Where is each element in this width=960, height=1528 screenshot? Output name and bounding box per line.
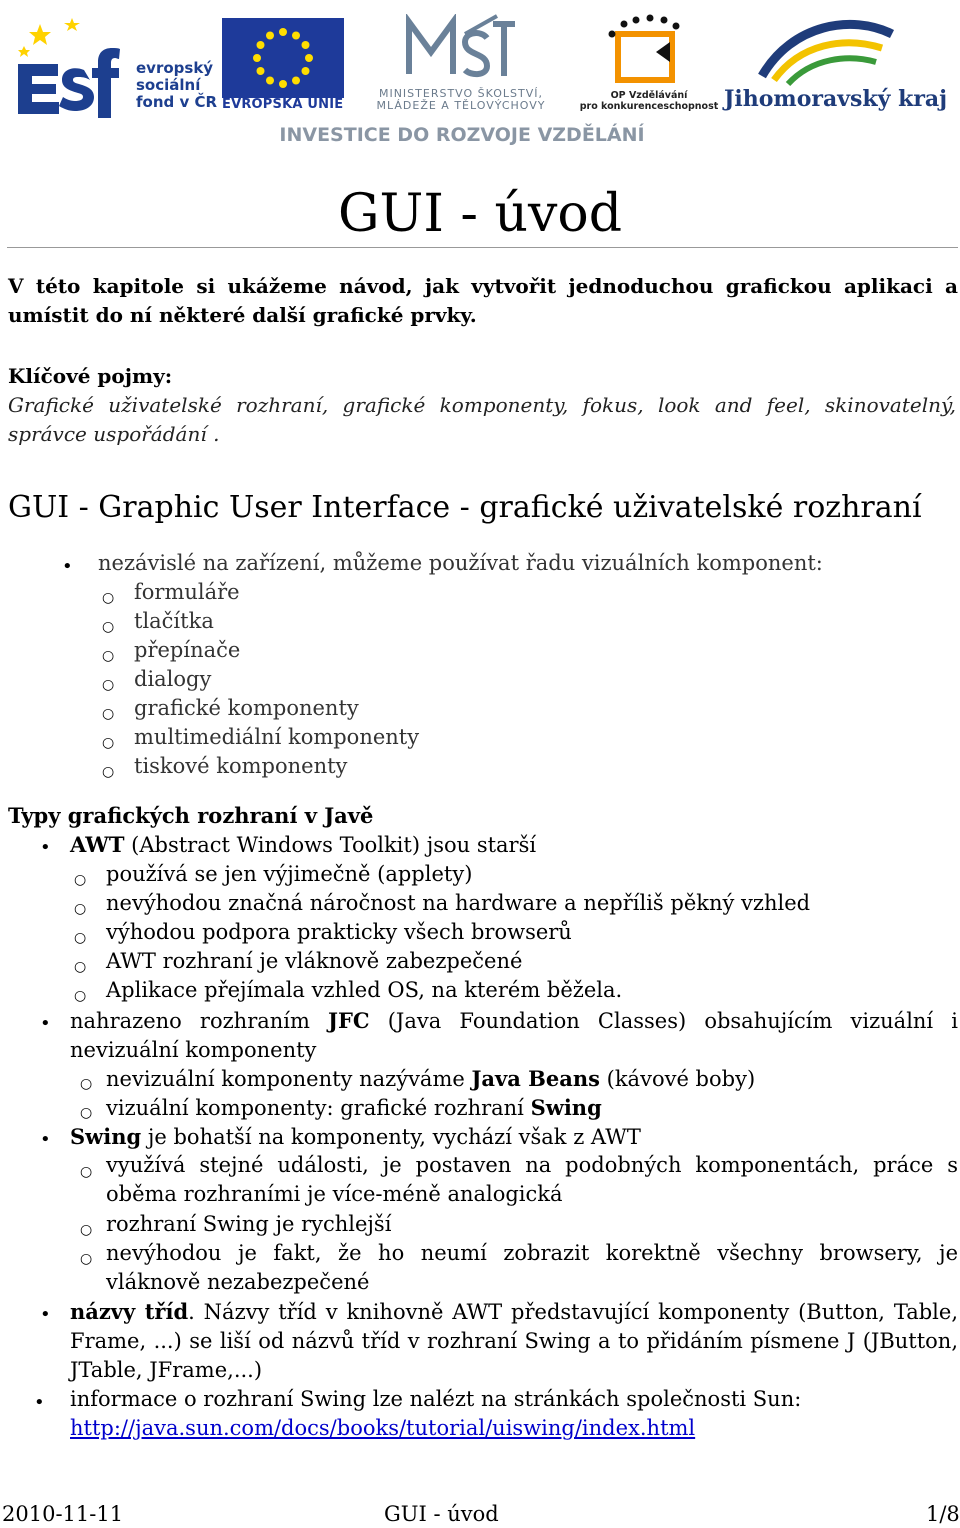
list-item-awt: AWT (Abstract Windows Toolkit) jsou starší [70, 832, 537, 857]
sub-bullet-circle: ○ [74, 901, 87, 917]
sub-bullet-circle: ○ [80, 1164, 93, 1180]
keywords-text: Grafické uživatelské rozhraní, grafické komponenty, fokus, look and feel, skinovatelný, správce uspořádání . [8, 393, 956, 446]
list-item: multimediální komponenty [134, 725, 420, 749]
list-item: nezávislé na zařízení, můžeme používat řadu vizuálních komponent: [98, 551, 823, 575]
sub-bullet-circle: ○ [74, 959, 87, 975]
esf-logo [14, 18, 134, 118]
section-heading: GUI - Graphic User Interface - grafické uživatelské rozhraní [8, 490, 922, 525]
sub-bullet-circle: ○ [74, 872, 87, 888]
list-item: rozhraní Swing je rychlejší [106, 1212, 392, 1236]
keywords-label: Klíčové pojmy: [8, 364, 173, 388]
sub-bullet-circle: ○ [74, 930, 87, 946]
sub-bullet-circle: ○ [80, 1251, 93, 1267]
sub-bullet-circle: ○ [102, 590, 115, 606]
types-heading: Typy grafických rozhraní v Javě [8, 803, 374, 828]
eu-flag [222, 18, 344, 98]
list-item-class-names: názvy tříd. Názvy tříd v knihovně AWT představující komponenty (Button, Table, Frame, ...) se liší od názvů tříd v rozhraní Swing a to přidáním písmene J (JButton, JTable, JFrame,...) [70, 1299, 958, 1383]
sub-bullet-circle: ○ [80, 1076, 93, 1092]
msmt-logo-text: MINISTERSTVO ŠKOLSTVÍ, MLÁDEŽE A TĚLOVÝCHOVY [376, 87, 546, 112]
list-item-info: informace o rozhraní Swing lze nalézt na stránkách společnosti Sun: [70, 1387, 802, 1411]
sub-bullet-circle: ○ [80, 1222, 93, 1238]
list-item: tlačítka [134, 609, 214, 633]
investice-caption: INVESTICE DO ROZVOJE VZDĚLÁNÍ [279, 124, 645, 146]
list-item: dialogy [134, 667, 212, 691]
list-item: výhodou podpora prakticky všech browserů [106, 920, 572, 944]
bullet-dot: • [62, 556, 73, 577]
list-item: formuláře [134, 580, 240, 604]
bullet-dot: • [40, 1304, 51, 1325]
eu-logo-text: EVROPSKÁ UNIE [222, 97, 344, 112]
bullet-dot: • [34, 1392, 45, 1413]
list-item-swing-sub: vizuální komponenty: grafické rozhraní Swing [106, 1095, 602, 1120]
page-title: GUI - úvod [338, 184, 622, 244]
swing-tutorial-link[interactable]: http://java.sun.com/docs/books/tutorial/uiswing/index.html [70, 1416, 696, 1440]
intro-paragraph: V této kapitole si ukážeme návod, jak vytvořit jednoduchou grafickou aplikaci a umístit do ní některé další grafické prvky. [8, 274, 958, 327]
footer-date: 2010-11-11 [2, 1502, 124, 1526]
msmt-logo [405, 14, 517, 84]
list-item: využívá stejné události, je postaven na podobných komponentách, práce s oběma rozhraními je více-méně analogická [106, 1153, 958, 1207]
sub-bullet-circle: ○ [80, 1105, 93, 1121]
list-item: používá se jen výjimečně (applety) [106, 862, 473, 886]
sub-bullet-circle: ○ [102, 619, 115, 635]
list-item-jfc: nahrazeno rozhraním JFC (Java Foundation Classes) obsahujícím vizuální i nevizuální komponenty [70, 1008, 959, 1063]
sub-bullet-circle: ○ [102, 735, 115, 751]
sub-bullet-circle: ○ [102, 677, 115, 693]
title-rule [7, 247, 958, 248]
footer-title: GUI - úvod [384, 1502, 499, 1526]
sub-bullet-circle: ○ [74, 988, 87, 1004]
list-item: grafické komponenty [134, 696, 359, 720]
jihomoravsky-kraj-logo [752, 14, 902, 94]
list-item-beans: nevizuální komponenty nazýváme Java Beans (kávové boby) [106, 1066, 756, 1091]
bullet-dot: • [40, 1129, 51, 1150]
esf-logo-text: evropský sociální fond v ČR [136, 59, 218, 111]
list-item-swing: Swing je bohatší na komponenty, vychází však z AWT [70, 1124, 641, 1149]
bullet-dot: • [40, 1013, 51, 1034]
sub-bullet-circle: ○ [102, 764, 115, 780]
op-logo [604, 14, 690, 94]
list-item: AWT rozhraní je vláknově zabezpečené [106, 949, 523, 973]
bullet-dot: • [40, 837, 51, 858]
sub-bullet-circle: ○ [102, 648, 115, 664]
sub-bullet-circle: ○ [102, 706, 115, 722]
list-item: nevýhodou značná náročnost na hardware a nepříliš pěkný vzhled [106, 891, 811, 915]
jihomoravsky-kraj-text: Jihomoravský kraj [724, 86, 948, 112]
list-item: Aplikace přejímala vzhled OS, na kterém běžela. [106, 978, 623, 1002]
list-item: nevýhodou je fakt, že ho neumí zobrazit korektně všechny browsery, je vláknově nezabezpečené [106, 1241, 958, 1295]
list-item: přepínače [134, 638, 241, 662]
op-logo-text: OP Vzdělávání pro konkurenceschopnost [579, 90, 719, 112]
footer-page-number: 1/8 [926, 1502, 960, 1526]
list-item: tiskové komponenty [134, 754, 348, 778]
logo-strip [0, 0, 960, 160]
